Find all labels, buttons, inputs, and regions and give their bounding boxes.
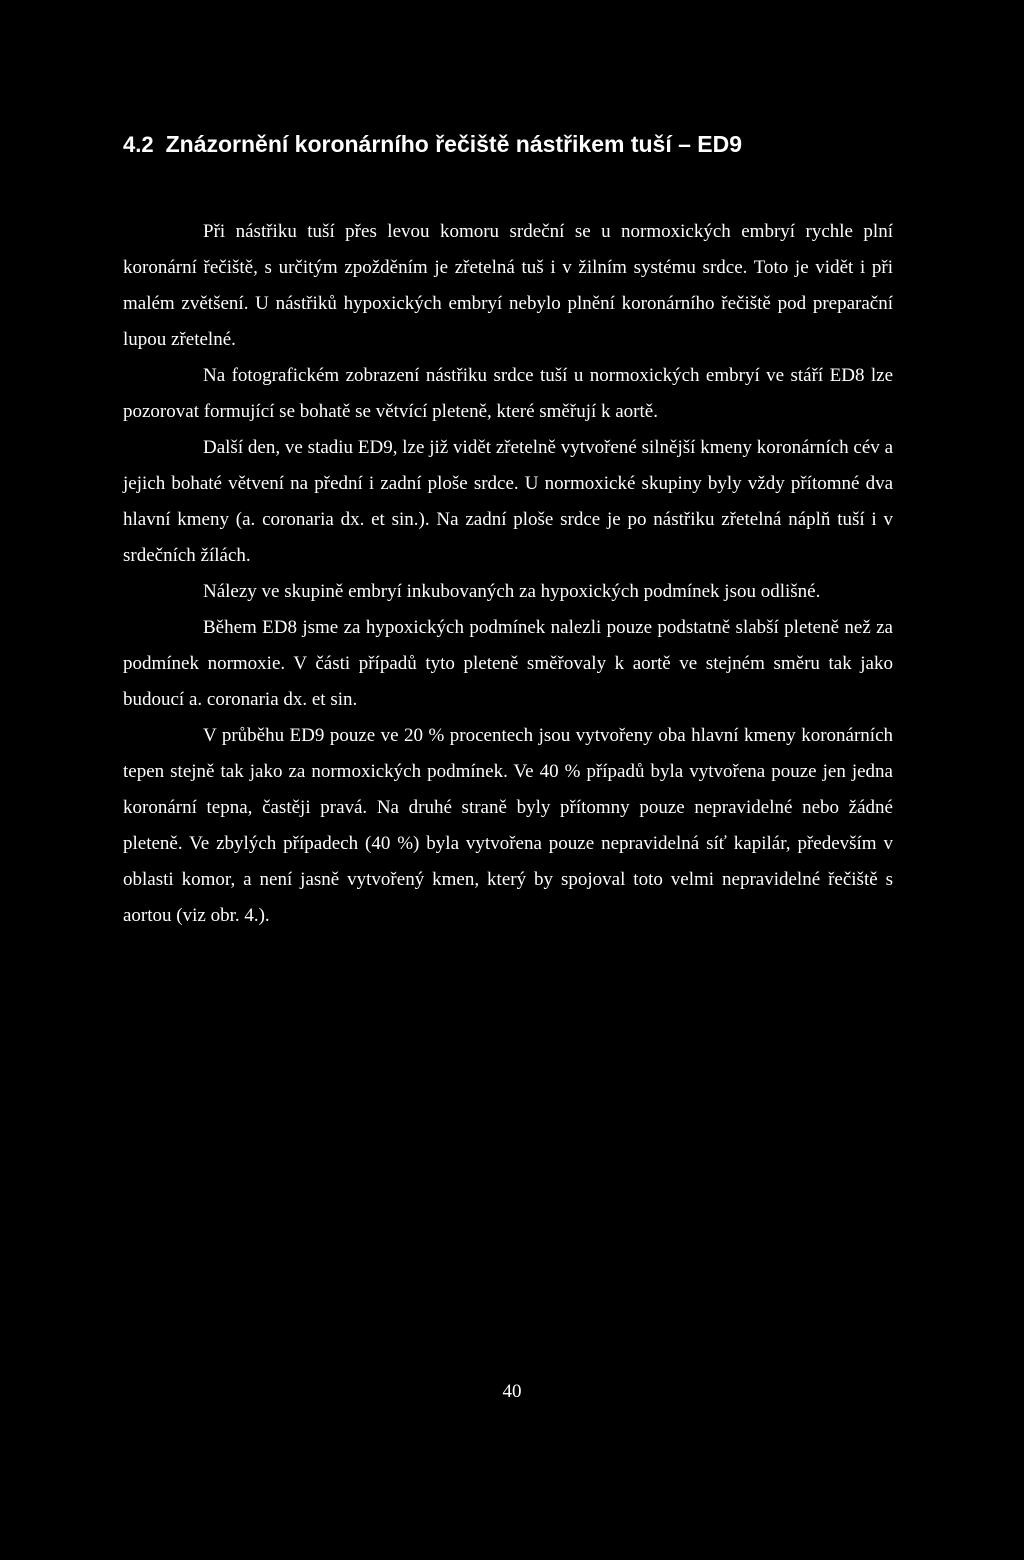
paragraph: Nálezy ve skupině embryí inkubovaných za hypoxických podmínek jsou odlišné. <box>203 581 821 602</box>
section-title: Znázornění koronárního řečiště nástřikem tuší – ED9 <box>165 131 743 157</box>
section-heading <box>123 126 903 163</box>
paragraph: Při nástřiku tuší přes levou komoru srdeční se u normoxických embryí rychle plní koronární řečiště, s určitým zpožděním je zřetelná tuš i v žilním systému srdce. Toto je vidět i při malém zvětšení. U nástřiků hypoxických embryí nebylo plnění koronárního řečiště pod preparační lupou zřetelné. <box>123 221 893 350</box>
paragraph: Během ED8 jsme za hypoxických podmínek nalezli pouze podstatně slabší pleteně než za podmínek normoxie. V části případů tyto pleteně směřovaly k aortě ve stejném směru tak jako budoucí a. coronaria dx. et sin. <box>123 617 893 710</box>
page-number: 40 <box>502 1381 522 1402</box>
body-text <box>123 214 893 934</box>
paragraph: V průběhu ED9 pouze ve 20 % procentech jsou vytvořeny oba hlavní kmeny koronárních tepen stejně tak jako za normoxických podmínek. Ve 40 % případů byla vytvořena pouze jen jedna koronární tepna, častěji pravá. Na druhé straně byly přítomny pouze nepravidelné nebo žádné pleteně. Ve zbylých případech (40 %) byla vytvořena pouze nepravidelná síť kapilár, především v oblasti komor, a není jasně vytvořený kmen, který by spojoval toto velmi nepravidelné řečiště s aortou (viz obr. 4.). <box>123 725 893 926</box>
paragraph: Na fotografickém zobrazení nástřiku srdce tuší u normoxických embryí ve stáří ED8 lze pozorovat formující se bohatě se větvící pleteně, které směřují k aortě. <box>123 365 893 422</box>
paragraph: Další den, ve stadiu ED9, lze již vidět zřetelně vytvořené silnější kmeny koronárních cév a jejich bohaté větvení na přední i zadní ploše srdce. U normoxické skupiny byly vždy přítomné dva hlavní kmeny (a. coronaria dx. et sin.). Na zadní ploše srdce je po nástřiku zřetelná náplň tuší i v srdečních žílách. <box>123 437 893 566</box>
section-number: 4.2 <box>123 132 154 157</box>
